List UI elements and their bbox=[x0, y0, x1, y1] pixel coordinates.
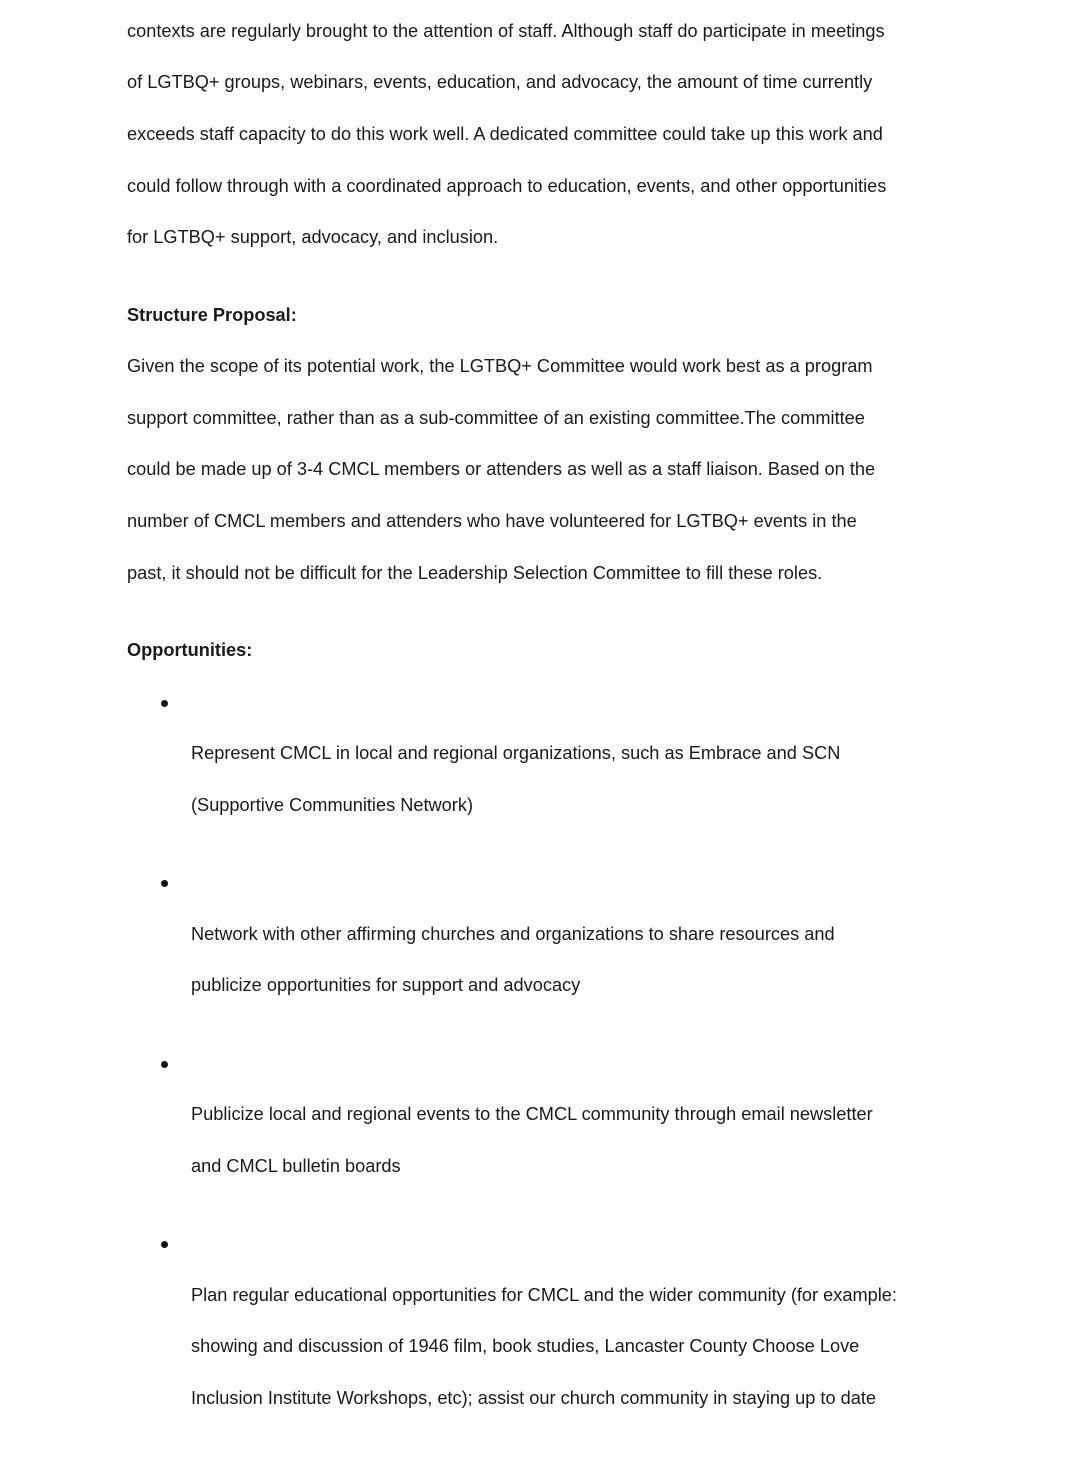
spacer bbox=[127, 612, 957, 638]
text-line: Publicize local and regional events to the CMCL community through email newsletter bbox=[191, 1104, 873, 1125]
text-line: for LGTBQ+ support, advocacy, and inclusion. bbox=[127, 227, 499, 248]
text-line: past, it should not be difficult for the Leadership Selection Committee to fill these roles. bbox=[127, 562, 823, 583]
spacer bbox=[127, 277, 957, 303]
text-line: Network with other affirming churches and organizations to share resources and bbox=[191, 923, 835, 944]
structure-proposal-paragraph bbox=[127, 328, 957, 612]
text-line: Given the scope of its potential work, the LGTBQ+ Committee would work best as a program bbox=[127, 356, 873, 377]
text-line: publicize opportunities for support and advocacy bbox=[191, 975, 581, 996]
structure-proposal-heading: Structure Proposal: bbox=[127, 304, 297, 325]
bullet-icon bbox=[161, 880, 168, 887]
text-line: and CMCL bulletin boards bbox=[191, 1155, 401, 1176]
list-item bbox=[127, 690, 957, 845]
intro-paragraph bbox=[127, 0, 957, 277]
opportunities-heading: Opportunities: bbox=[127, 639, 253, 660]
list-item bbox=[127, 1051, 957, 1206]
text-line: showing and discussion of 1946 film, book studies, Lancaster County Choose Love bbox=[191, 1336, 860, 1357]
list-item bbox=[127, 1231, 957, 1437]
text-line: could be made up of 3-4 CMCL members or attenders as well as a staff liaison. Based on the bbox=[127, 459, 876, 480]
text-line: support committee, rather than as a sub-committee of an existing committee.The committee bbox=[127, 407, 865, 428]
bullet-icon bbox=[161, 700, 168, 707]
list-item bbox=[127, 870, 957, 1025]
text-line: contexts are regularly brought to the attention of staff. Although staff do participate in meetings bbox=[127, 20, 885, 41]
text-line: number of CMCL members and attenders who have volunteered for LGTBQ+ events in the bbox=[127, 510, 857, 531]
document-page bbox=[127, 0, 957, 1463]
text-line: Plan regular educational opportunities for CMCL and the wider community (for example: bbox=[191, 1284, 897, 1305]
text-line: Inclusion Institute Workshops, etc); assist our church community in staying up to date bbox=[191, 1388, 877, 1409]
text-line: could follow through with a coordinated approach to education, events, and other opportunities bbox=[127, 175, 887, 196]
text-line: of LGTBQ+ groups, webinars, events, education, and advocacy, the amount of time currently bbox=[127, 72, 873, 93]
bullet-icon bbox=[161, 1241, 168, 1248]
text-line: (Supportive Communities Network) bbox=[191, 794, 473, 815]
bullet-icon bbox=[161, 1061, 168, 1068]
text-line: exceeds staff capacity to do this work well. A dedicated committee could take up this work and bbox=[127, 123, 883, 144]
text-line: Represent CMCL in local and regional organizations, such as Embrace and SCN bbox=[191, 743, 841, 764]
opportunities-list bbox=[127, 690, 957, 1438]
spacer bbox=[127, 664, 957, 690]
